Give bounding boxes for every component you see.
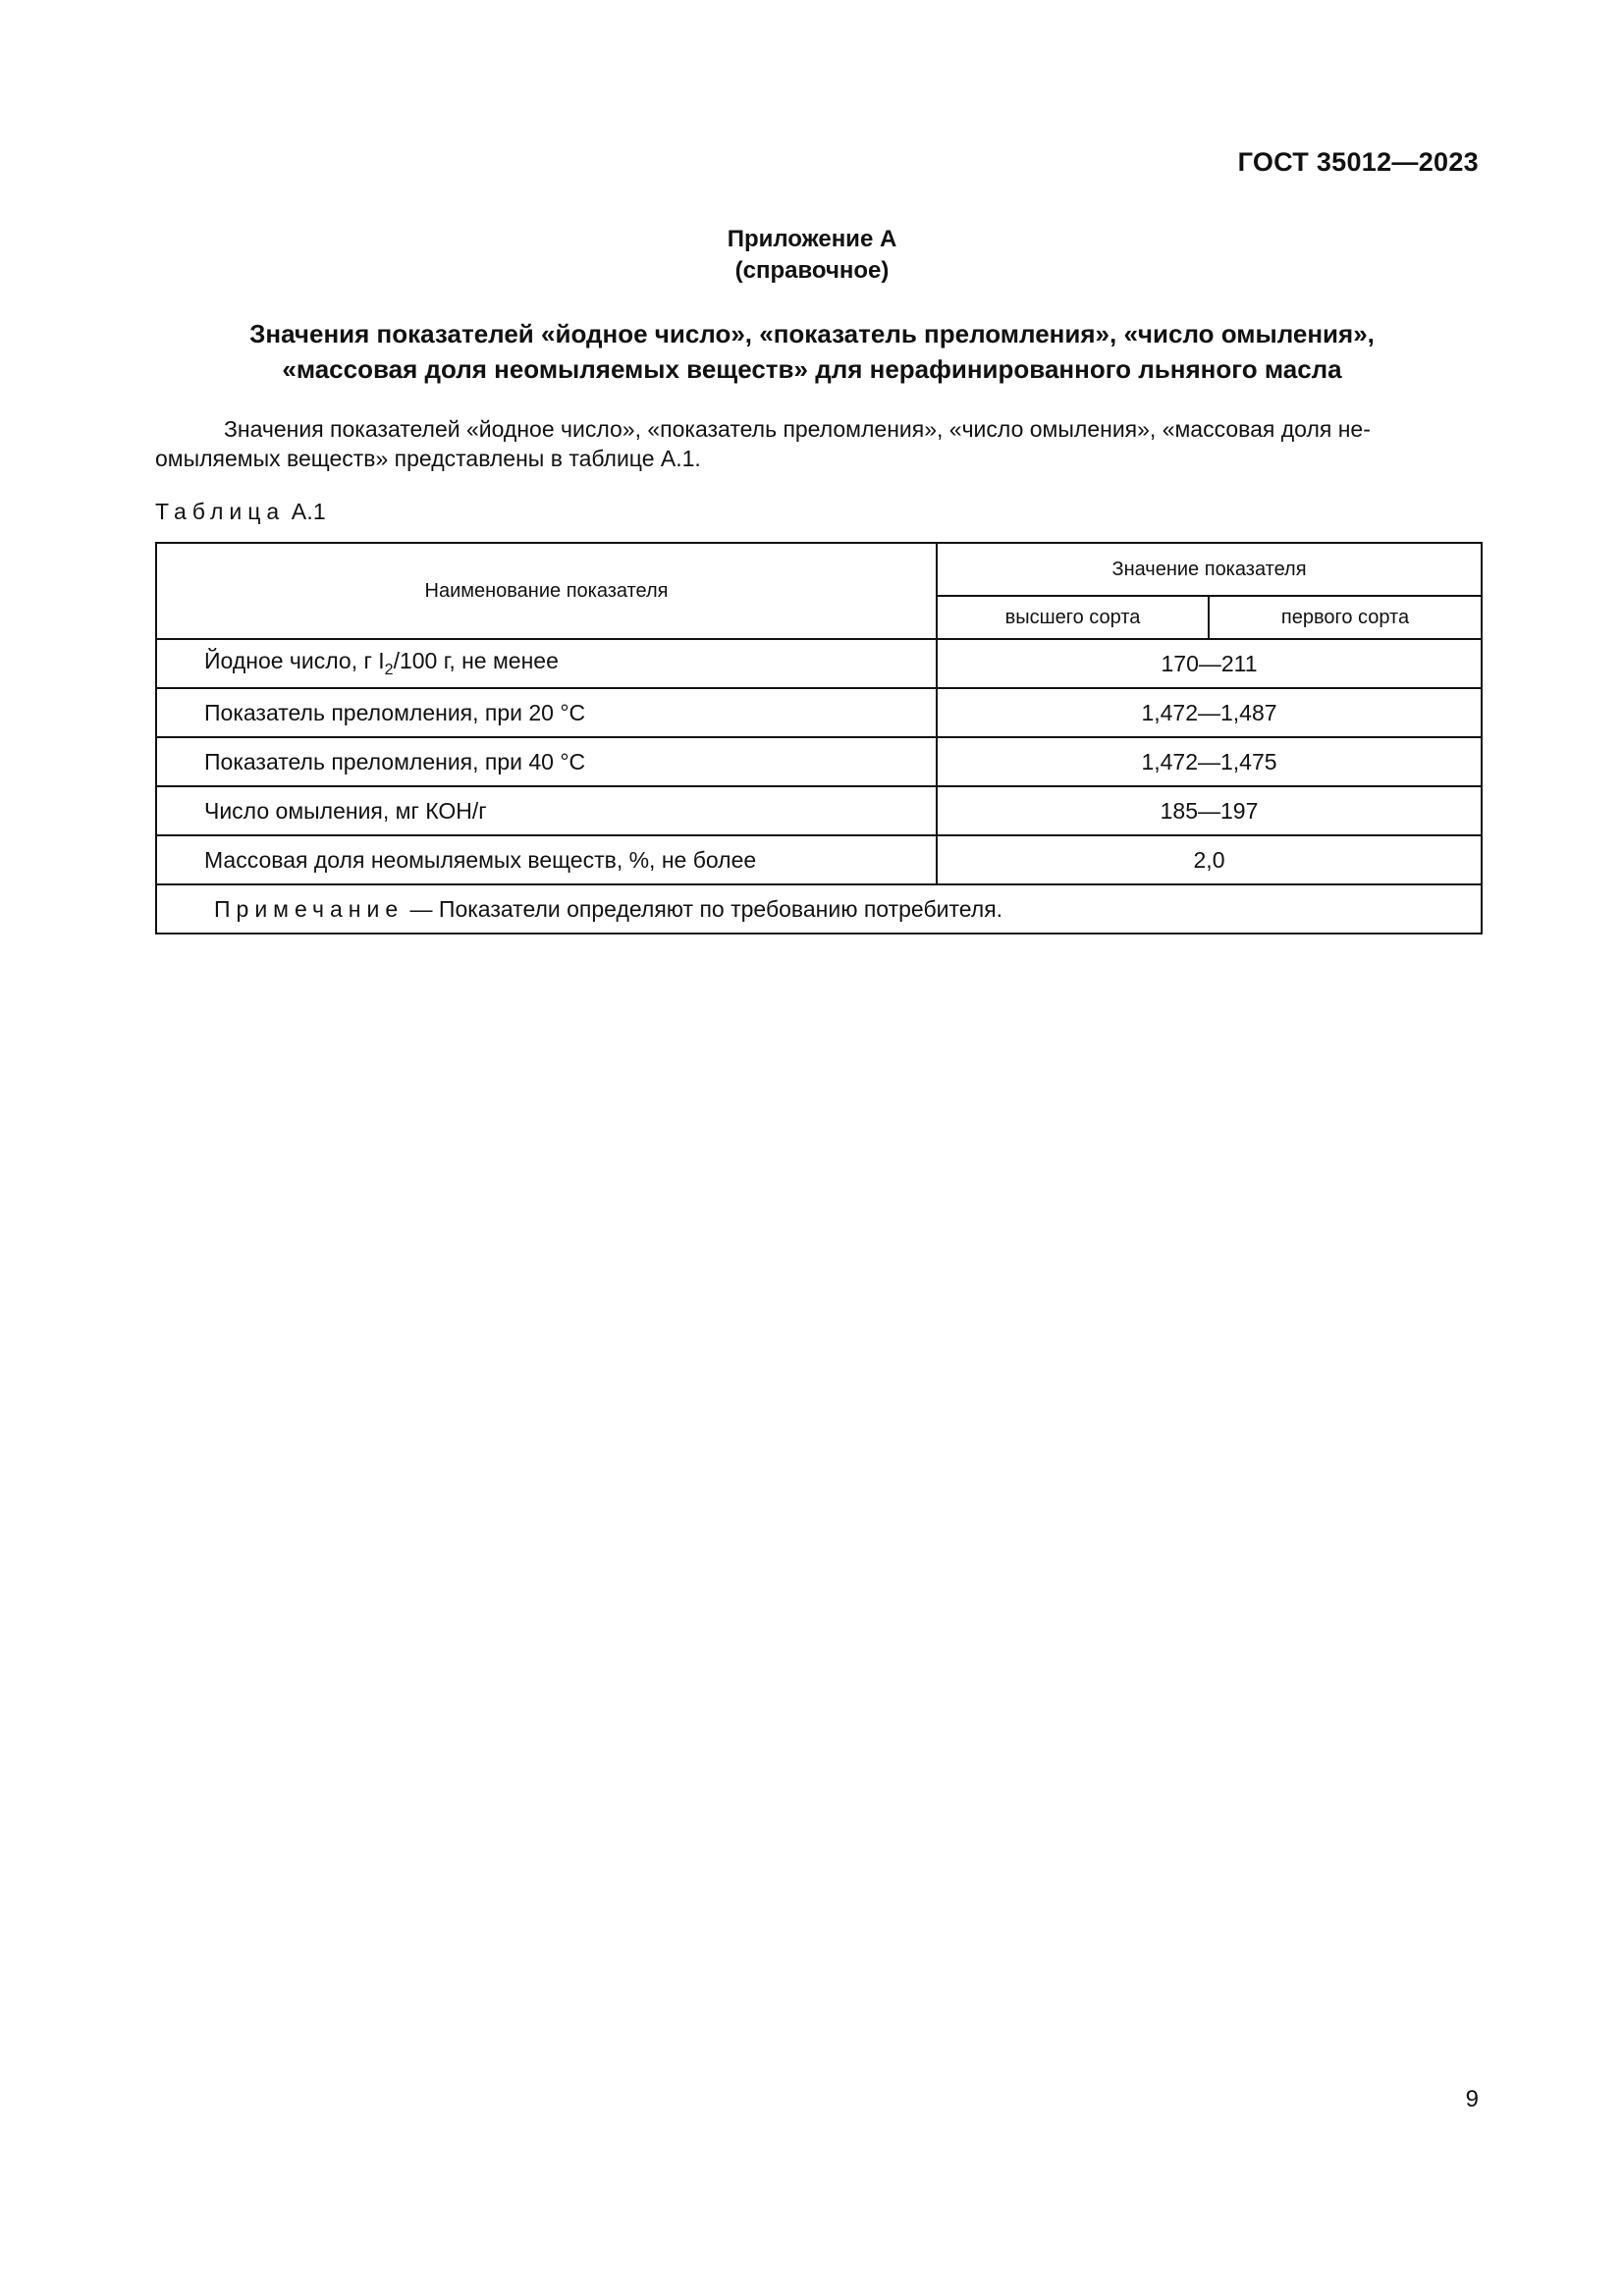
row-name: Массовая доля неомыляемых веществ, %, не более xyxy=(156,835,937,884)
page-number: 9 xyxy=(1465,2086,1479,2112)
standard-code: ГОСТ 35012—2023 xyxy=(1237,147,1479,177)
table-row xyxy=(156,835,1482,884)
header-grade-first: первого сорта xyxy=(1209,596,1482,639)
row-name-subscript: 2 xyxy=(384,662,394,678)
table-header-row xyxy=(156,543,1482,596)
intro-line1: Значения показателей «йодное число», «показатель преломления», «число омыления», «массовая доля не- xyxy=(224,416,1371,442)
appendix-heading xyxy=(0,224,1624,287)
row-name: Показатель преломления, при 40 °С xyxy=(156,737,937,786)
section-title-line2: «массовая доля неомыляемых веществ» для нерафинированного льняного масла xyxy=(282,354,1342,384)
table-caption xyxy=(155,499,326,525)
table-row xyxy=(156,639,1482,688)
appendix-subtitle: (справочное) xyxy=(734,257,890,284)
row-name-prefix: Йодное число, г I xyxy=(204,648,385,673)
row-name xyxy=(156,639,937,688)
table-row xyxy=(156,737,1482,786)
table-caption-word: Таблица xyxy=(155,499,286,524)
section-title-line1: Значения показателей «йодное число», «показатель преломления», «число омыления», xyxy=(249,319,1375,348)
header-indicator-name: Наименование показателя xyxy=(156,543,937,639)
row-value: 185—197 xyxy=(937,786,1482,835)
header-grade-highest: высшего сорта xyxy=(937,596,1209,639)
note-text: — Показатели определяют по требованию потребителя. xyxy=(404,895,1003,922)
row-name: Число омыления, мг КОН/г xyxy=(156,786,937,835)
note-label: Примечание xyxy=(214,895,405,922)
row-name-suffix: /100 г, не менее xyxy=(393,648,559,673)
row-value: 1,472—1,487 xyxy=(937,688,1482,737)
table-row xyxy=(156,786,1482,835)
table-note-row xyxy=(156,884,1482,934)
row-name: Показатель преломления, при 20 °С xyxy=(156,688,937,737)
section-title xyxy=(187,316,1437,387)
table-note xyxy=(156,884,1482,934)
table-caption-number: А.1 xyxy=(291,499,326,524)
intro-line2: омыляемых веществ» представлены в таблице А.1. xyxy=(155,446,701,471)
header-indicator-value: Значение показателя xyxy=(937,543,1482,596)
intro-paragraph xyxy=(155,414,1479,473)
row-value: 1,472—1,475 xyxy=(937,737,1482,786)
appendix-title: Приложение А xyxy=(727,226,897,252)
table-row xyxy=(156,688,1482,737)
row-value: 2,0 xyxy=(937,835,1482,884)
row-value: 170—211 xyxy=(937,639,1482,688)
indicators-table xyxy=(155,542,1483,934)
